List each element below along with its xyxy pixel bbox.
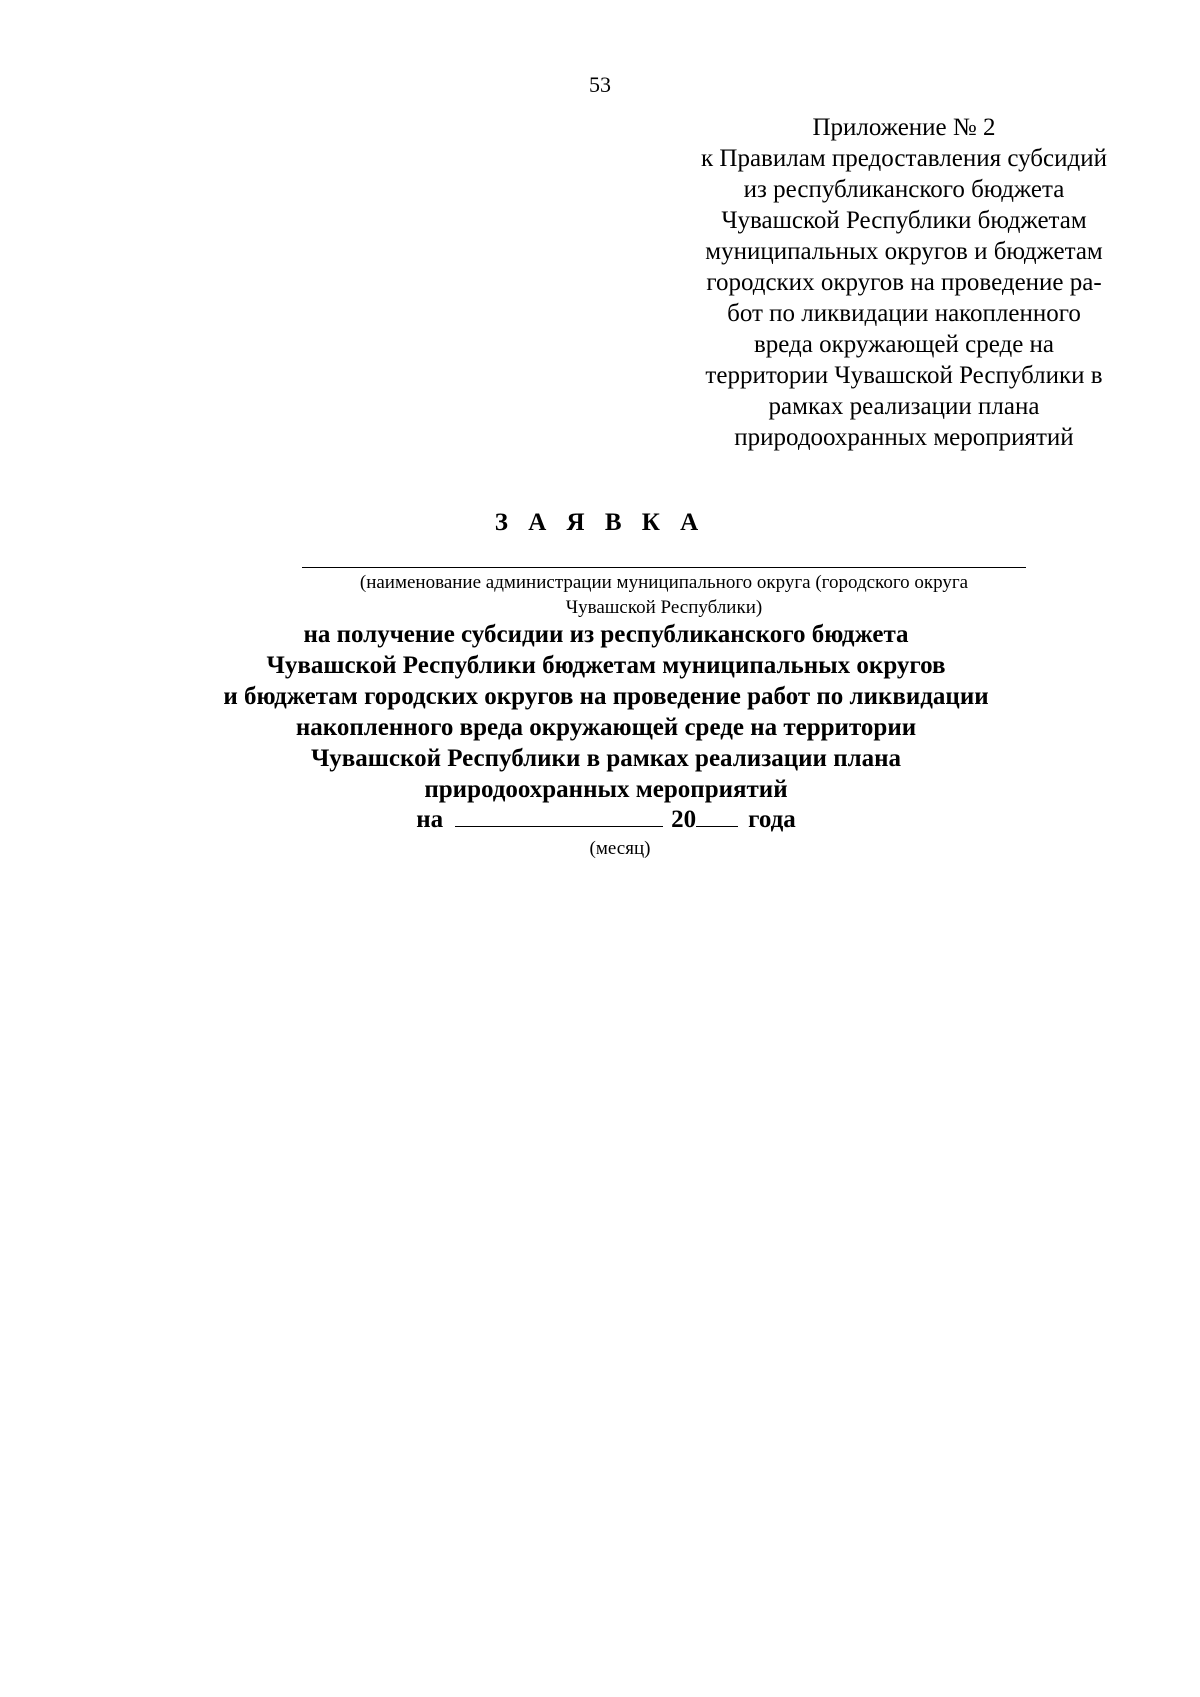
subject-line: на получение субсидии из республиканского бюджета bbox=[303, 621, 909, 648]
appendix-line: природоохранных мероприятий bbox=[734, 424, 1074, 451]
appendix-header bbox=[680, 112, 1128, 453]
month-caption: (месяц) bbox=[589, 838, 651, 859]
period-prefix: на bbox=[416, 806, 444, 833]
appendix-line: территории Чувашской Республики в bbox=[705, 362, 1103, 389]
appendix-line: Чувашской Республики бюджетам bbox=[721, 207, 1087, 234]
appendix-line: рамках реализации плана bbox=[768, 393, 1040, 420]
month-blank-field bbox=[455, 806, 663, 827]
year-blank-field bbox=[696, 806, 738, 827]
appendix-line: вреда окружающей среде на bbox=[753, 331, 1055, 358]
subject-line: накопленного вреда окружающей среде на территории bbox=[295, 714, 917, 741]
period-line bbox=[0, 805, 1200, 835]
appendix-line: Приложение № 2 bbox=[812, 114, 996, 141]
page-number: 53 bbox=[589, 72, 611, 97]
admin-caption-line: Чувашской Республики) bbox=[565, 597, 763, 618]
admin-name-blank-line bbox=[302, 567, 1026, 568]
appendix-line: муниципальных округов и бюджетам bbox=[705, 238, 1103, 265]
subject-line: Чувашской Республики в рамках реализации плана bbox=[310, 745, 902, 772]
application-subject bbox=[0, 619, 1200, 805]
subject-line: природоохранных мероприятий bbox=[424, 776, 788, 803]
admin-name-caption bbox=[280, 570, 1048, 620]
appendix-line: бот по ликвидации накопленного bbox=[727, 300, 1081, 327]
year-prefix: 20 bbox=[671, 806, 697, 833]
document-title: З А Я В К А bbox=[494, 509, 706, 536]
appendix-line: из республиканского бюджета bbox=[743, 176, 1065, 203]
appendix-line: городских округов на проведение ра- bbox=[706, 269, 1102, 296]
appendix-line: к Правилам предоставления субсидий bbox=[701, 145, 1107, 172]
admin-caption-line: (наименование администрации муниципального округа (городского округа bbox=[359, 572, 969, 593]
subject-line: и бюджетам городских округов на проведение работ по ликвидации bbox=[223, 683, 989, 710]
subject-line: Чувашской Республики бюджетам муниципальных округов bbox=[266, 652, 946, 679]
period-suffix: года bbox=[748, 806, 796, 833]
